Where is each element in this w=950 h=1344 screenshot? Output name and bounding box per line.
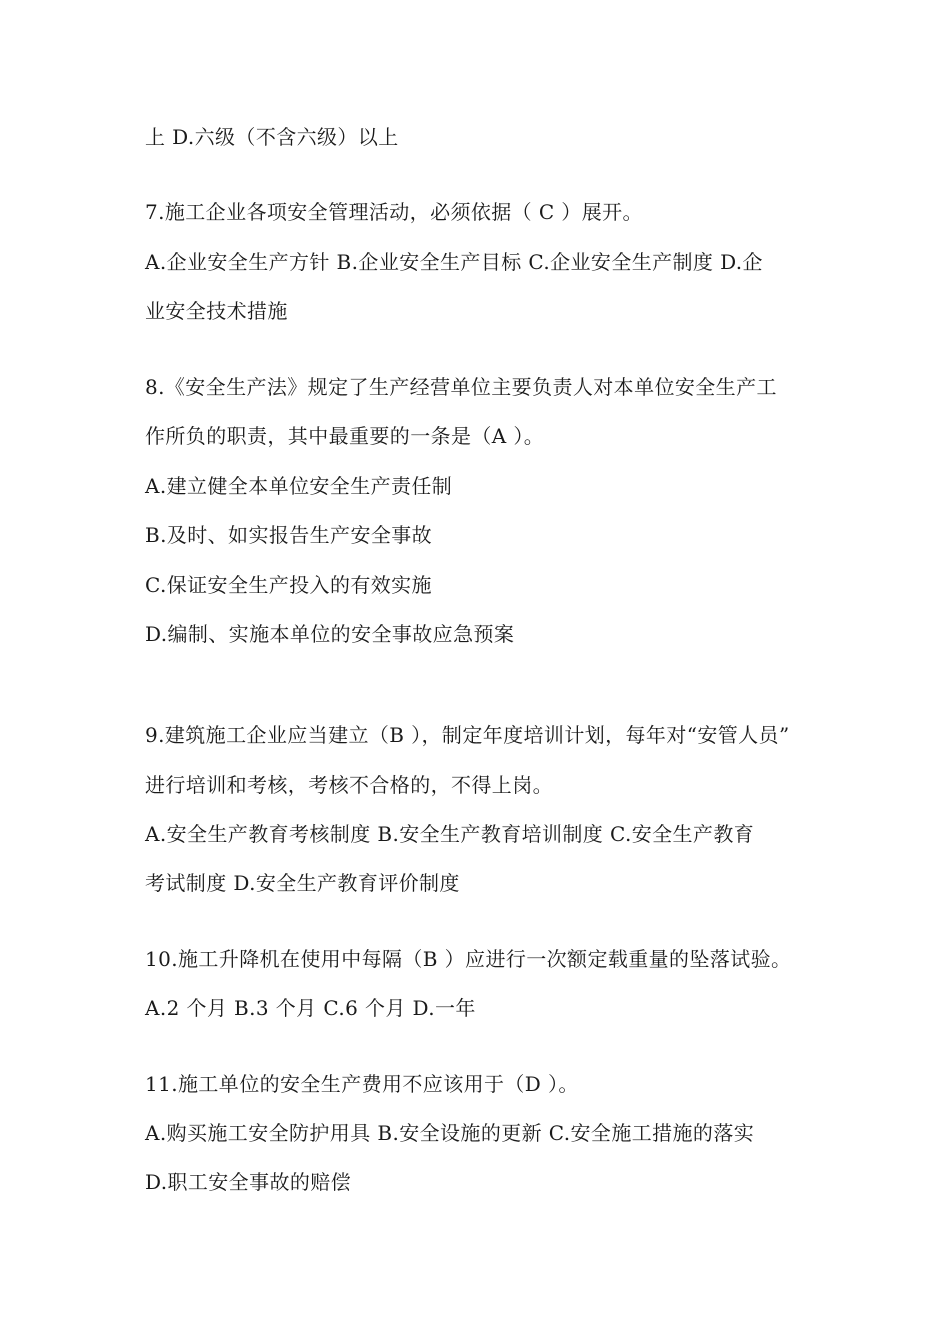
question-9-options: A.安全生产教育考核制度 B.安全生产教育培训制度 C.安全生产教育 bbox=[145, 822, 755, 846]
question-11-options-cont: D.职工安全事故的赔偿 bbox=[145, 1170, 352, 1194]
question-8: 8.《安全生产法》规定了生产经营单位主要负责人对本单位安全生产工 bbox=[145, 375, 777, 399]
question-8-option-a: A.建立健全本单位安全生产责任制 bbox=[145, 474, 453, 498]
question-9-options-cont: 考试制度 D.安全生产教育评价制度 bbox=[145, 871, 460, 895]
text-line-q6-continuation: 上 D.六级（不含六级）以上 bbox=[145, 125, 399, 149]
question-7-options-cont: 业安全技术措施 bbox=[145, 299, 288, 323]
question-9-cont: 进行培训和考核，考核不合格的，不得上岗。 bbox=[145, 773, 553, 797]
question-8-option-d: D.编制、实施本单位的安全事故应急预案 bbox=[145, 622, 515, 646]
question-7: 7.施工企业各项安全管理活动，必须依据（ C ）展开。 bbox=[145, 200, 643, 224]
question-10-options: A.2 个月 B.3 个月 C.6 个月 D.一年 bbox=[145, 996, 476, 1020]
question-11: 11.施工单位的安全生产费用不应该用于（D ）。 bbox=[145, 1072, 579, 1096]
question-10: 10.施工升降机在使用中每隔（B ）应进行一次额定载重量的坠落试验。 bbox=[145, 947, 792, 971]
question-9: 9.建筑施工企业应当建立（B ），制定年度培训计划，每年对“安管人员” bbox=[145, 723, 790, 747]
question-11-options: A.购买施工安全防护用具 B.安全设施的更新 C.安全施工措施的落实 bbox=[145, 1121, 755, 1145]
question-8-option-c: C.保证安全生产投入的有效实施 bbox=[145, 573, 432, 597]
question-8-cont: 作所负的职责，其中最重要的一条是（A ）。 bbox=[145, 424, 545, 448]
question-7-options: A.企业安全生产方针 B.企业安全生产目标 C.企业安全生产制度 D.企 bbox=[145, 250, 763, 274]
question-8-option-b: B.及时、如实报告生产安全事故 bbox=[145, 523, 433, 547]
